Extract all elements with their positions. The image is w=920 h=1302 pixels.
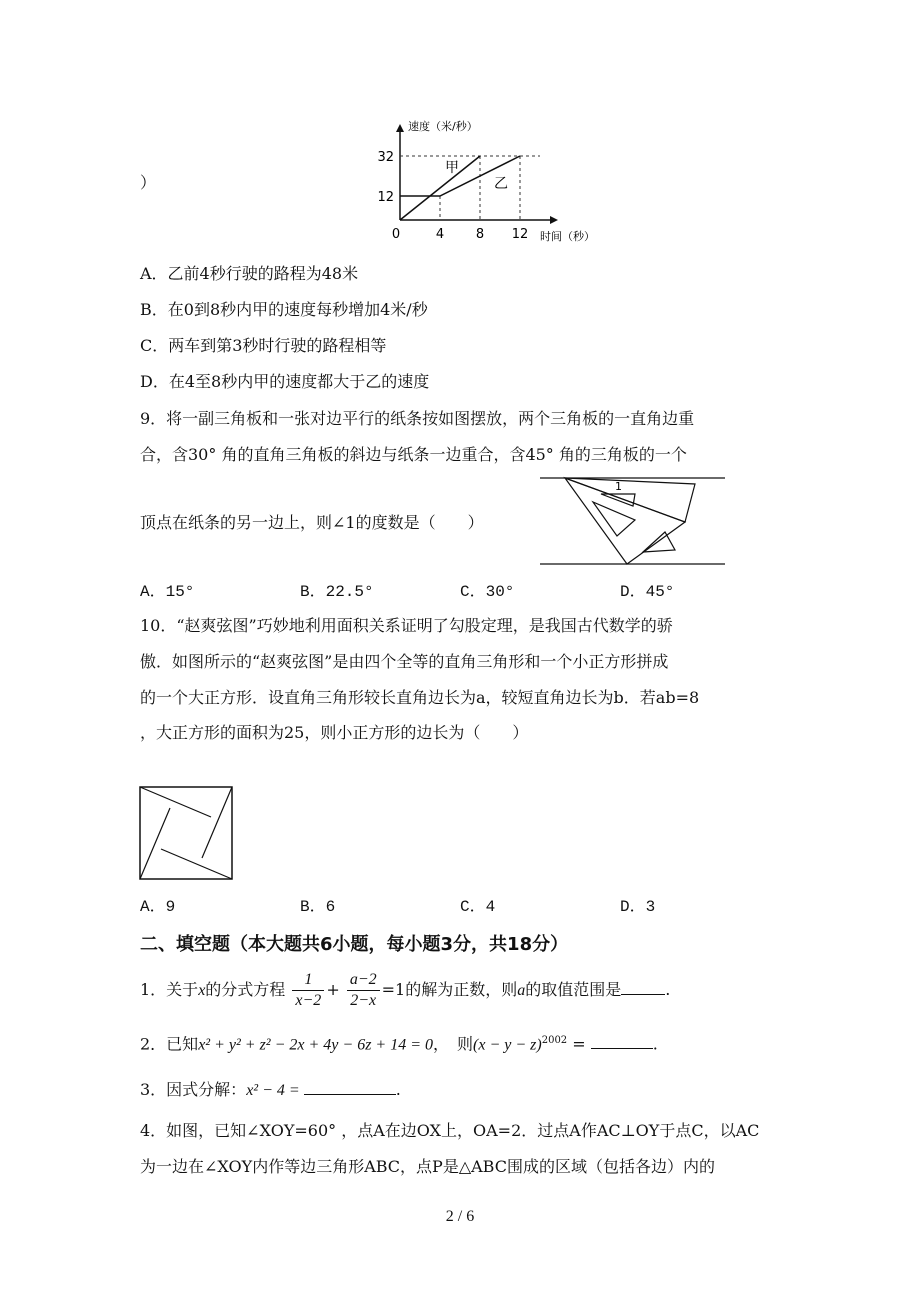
q10-line-1: 10．“赵爽弦图”巧妙地利用面积关系证明了勾股定理，是我国古代数学的骄: [140, 616, 673, 635]
q9-option-c: C．30°: [460, 583, 515, 601]
q10-line-3: 的一个大正方形．设直角三角形较长直角边长为a，较短直角边长为b．若ab=8: [140, 688, 700, 707]
q8-option-a: A．乙前4秒行驶的路程为48米: [140, 264, 359, 283]
x-axis-label: 时间（秒）: [540, 230, 595, 243]
q9-option-b: B．22.5°: [300, 583, 374, 601]
x-axis-arrow: [550, 216, 558, 224]
speed-time-chart: [370, 112, 610, 247]
q10-line-4: ，大正方形的面积为25，则小正方形的边长为（ ）: [140, 723, 529, 742]
triangle-45-hole: [601, 494, 635, 506]
fill-q2: 2．已知x² + y² + z² − 2x + 4y − 6z + 14 = 0， 则$(x - y - z)^{2002}$ = .: [140, 1034, 658, 1054]
q8-paren: ）: [140, 173, 157, 192]
q8-option-b: B．在0到8秒内甲的速度每秒增加4米/秒: [140, 300, 428, 319]
q10-option-d: D．3: [620, 898, 656, 916]
series-label-jia: 甲: [445, 160, 459, 176]
set-square-figure: [535, 470, 730, 570]
angle-1-label: 1: [615, 480, 622, 493]
q10-option-c: C．4: [460, 898, 496, 916]
q8-option-c: C．两车到第3秒时行驶的路程相等: [140, 336, 387, 355]
triangle-30-hole: [593, 502, 635, 536]
section-2-title: 二、填空题（本大题共6小题，每小题3分，共18分）: [140, 934, 569, 955]
y-axis-arrow: [396, 124, 404, 132]
fraction-1: $\frac{1}{x-2}$: [292, 970, 324, 1011]
q9-line-2: 合，含30° 角的直角三角板的斜边与纸条一边重合，含45° 角的三角板的一个: [140, 445, 687, 464]
dashed-guides: [400, 156, 540, 220]
q9-line-1: 9．将一副三角板和一张对边平行的纸条按如图摆放，两个三角板的一直角边重: [140, 409, 695, 428]
q10-option-a: A．9: [140, 898, 176, 916]
x-tick-12: 12: [511, 227, 529, 242]
y-tick-12: 12: [377, 190, 394, 205]
fraction-2: $\frac{a-2}{2-x}$: [347, 970, 380, 1011]
fill-q1: 1．关于x的分式方程 $\frac{1}{x-2}$ + $\frac{a-2}{2-x}$ =1的解为正数，则a的取值范围是 .: [140, 971, 671, 1009]
answer-blank[interactable]: [591, 1034, 653, 1049]
zhao-shuang-figure: [138, 785, 234, 881]
fill-q4-line-2: 为一边在∠XOY内作等边三角形ABC，点P是△ABC围成的区域（包括各边）内的: [140, 1157, 715, 1176]
answer-blank[interactable]: [304, 1080, 396, 1095]
triangle-45: [565, 478, 695, 522]
page-number: 2 / 6: [445, 1208, 475, 1225]
q10-line-2: 傲．如图所示的“赵爽弦图”是由四个全等的直角三角形和一个小正方形拼成: [140, 652, 669, 671]
q10-option-b: B．6: [300, 898, 336, 916]
y-tick-32: 32: [377, 150, 394, 165]
fill-q3: 3．因式分解：x² − 4 = .: [140, 1080, 401, 1099]
x-tick-4: 4: [435, 227, 445, 242]
x-tick-8: 8: [475, 227, 485, 242]
fill-q4-line-1: 4．如图，已知∠XOY=60° ，点A在边OX上，OA=2．过点A作AC⊥OY于点C，以AC: [140, 1121, 760, 1140]
y-axis-label: 速度（米/秒）: [408, 120, 478, 133]
q9-option-a: A．15°: [140, 583, 195, 601]
q9-option-d: D．45°: [620, 583, 675, 601]
q9-line-3: 顶点在纸条的另一边上，则∠1的度数是（ ）: [140, 513, 484, 532]
series-label-yi: 乙: [494, 176, 508, 192]
x-tick-0: 0: [391, 227, 401, 242]
answer-blank[interactable]: [621, 980, 665, 995]
outer-square: [140, 787, 232, 879]
q8-option-d: D．在4至8秒内甲的速度都大于乙的速度: [140, 372, 430, 391]
